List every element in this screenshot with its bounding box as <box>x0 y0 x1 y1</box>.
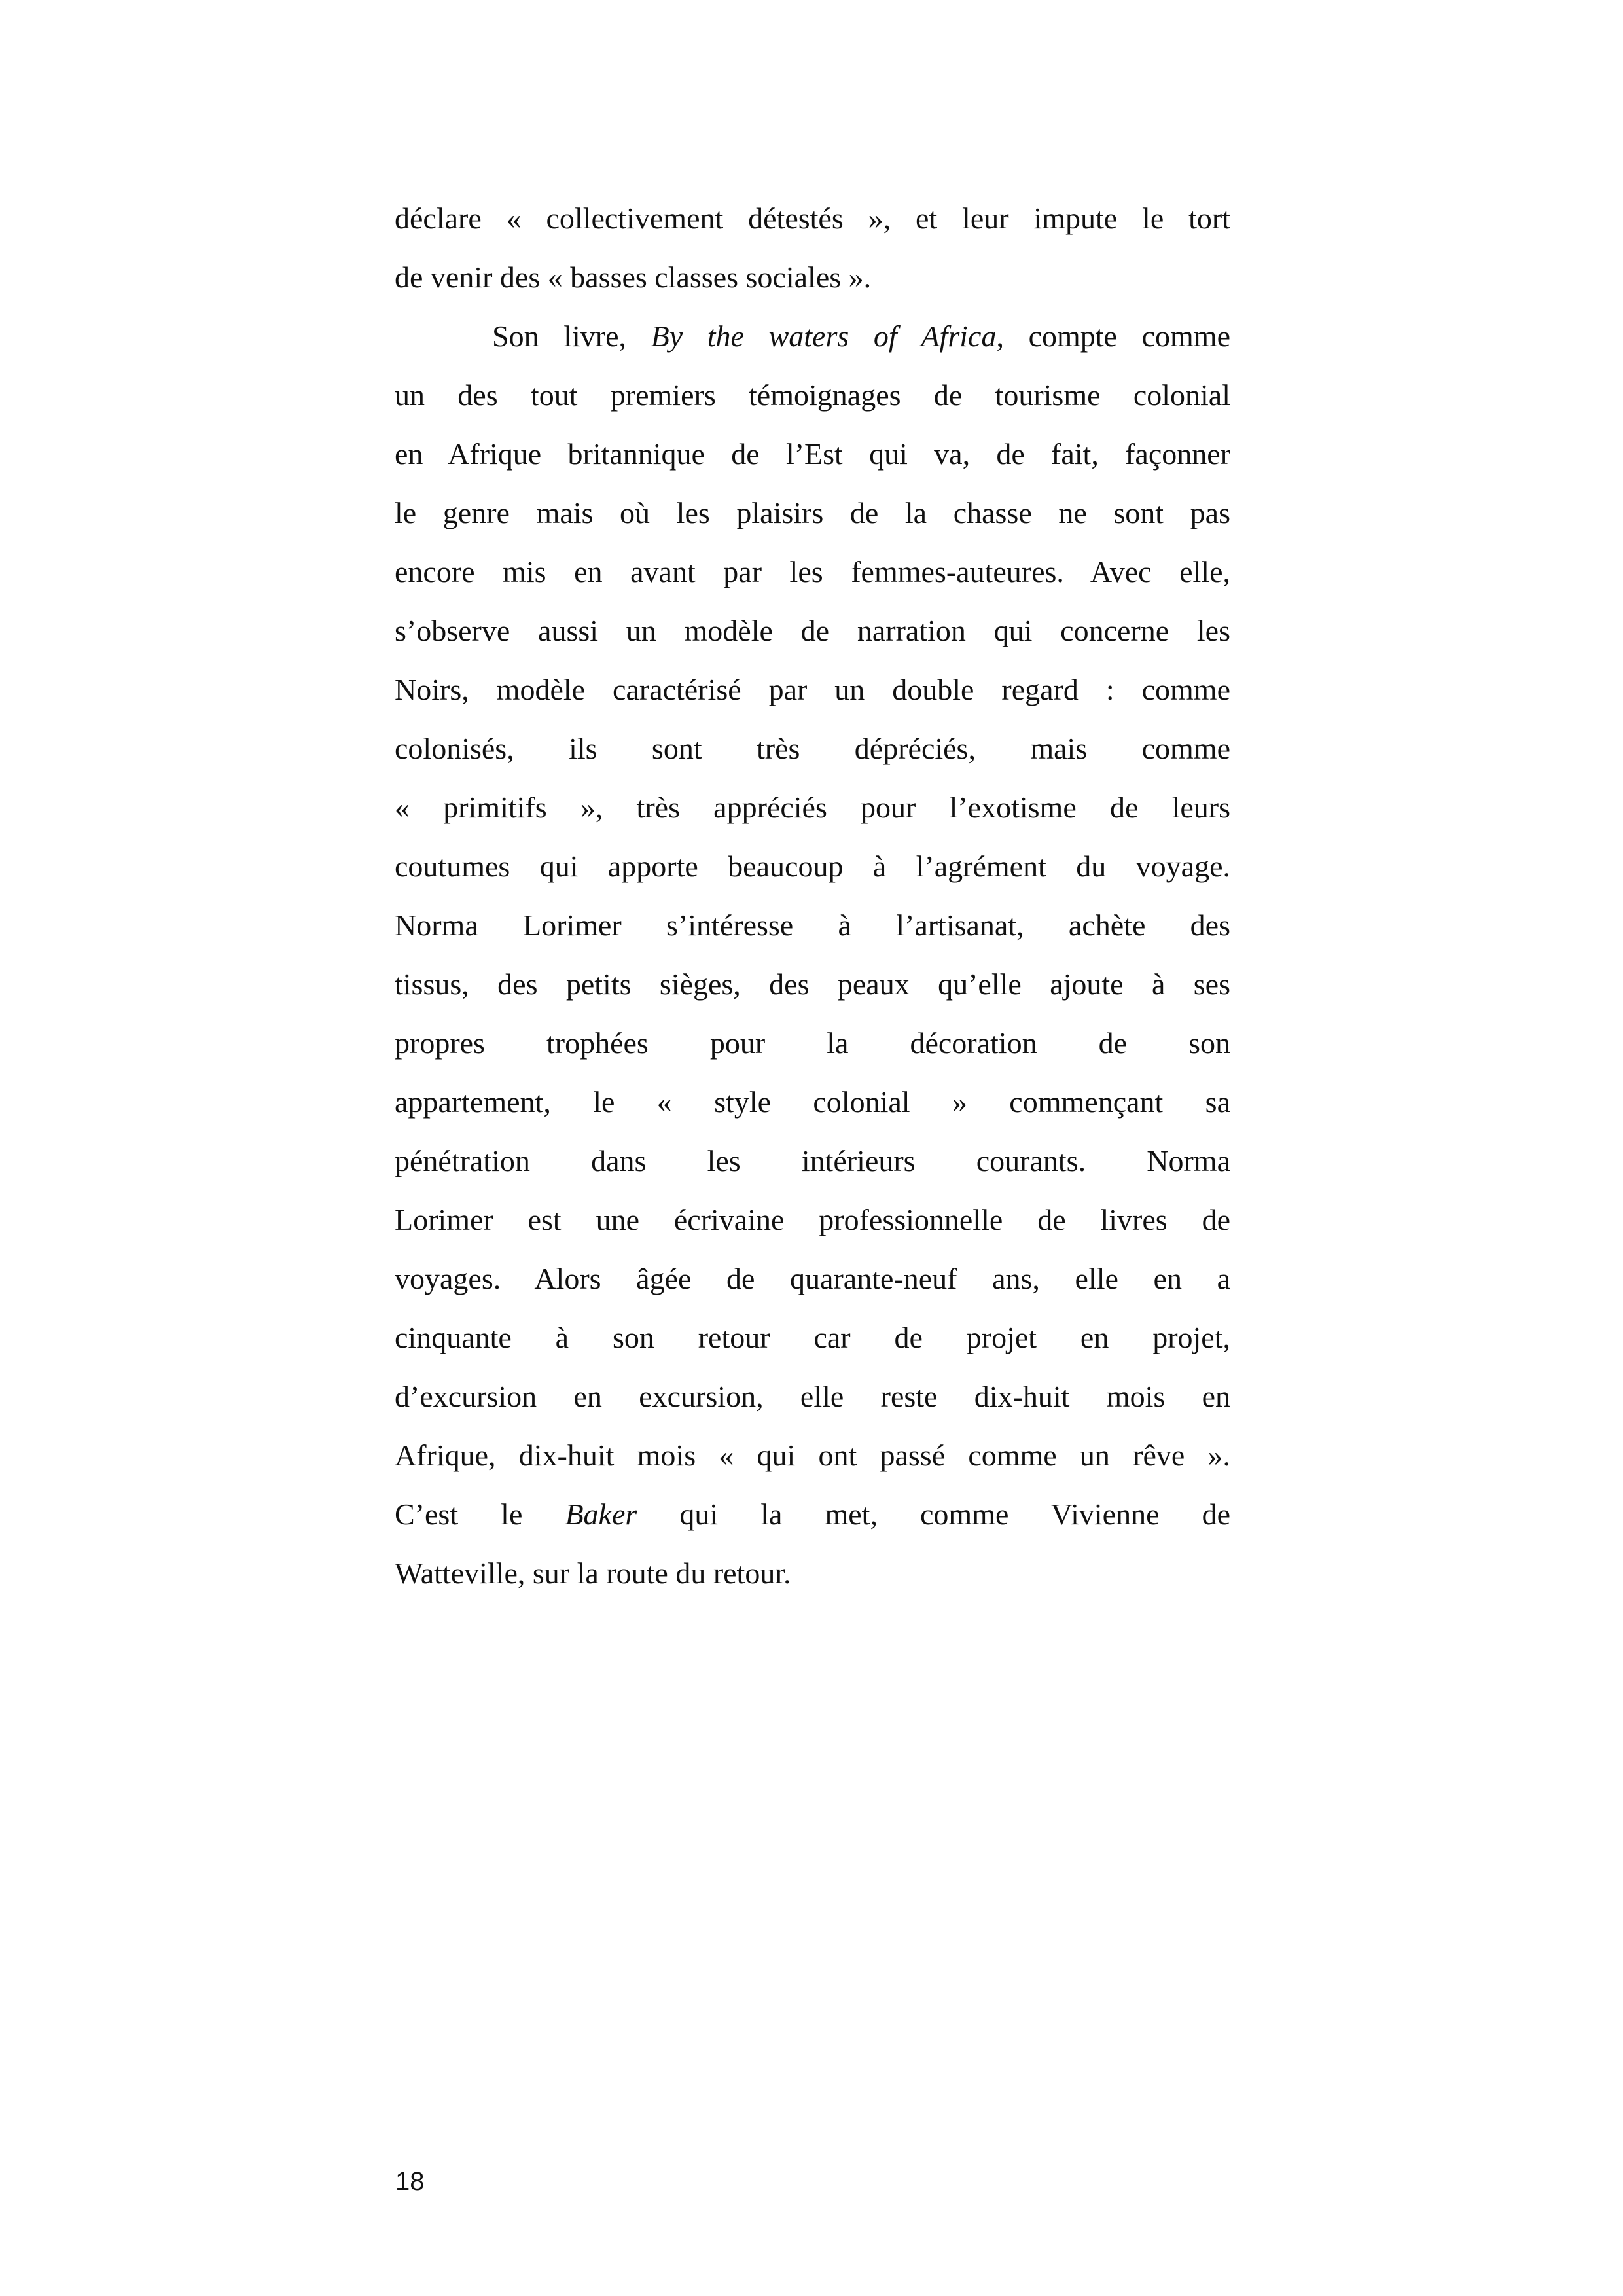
text-line: voyages. Alors âgée de quarante-neuf ans, elle en a <box>395 1262 1230 1295</box>
text-line: colonisés, ils sont très dépréciés, mais comme <box>395 732 1230 765</box>
text-line: en Afrique britannique de l’Est qui va, de fait, façonner <box>395 437 1230 471</box>
text-run: , compte comme <box>996 319 1230 353</box>
page-number: 18 <box>395 2167 425 2196</box>
text-line: le genre mais où les plaisirs de la chasse ne sont pas <box>395 496 1230 529</box>
paragraph <box>395 307 1230 1603</box>
text-line: « primitifs », très appréciés pour l’exotisme de leurs <box>395 791 1230 824</box>
text-line: tissus, des petits sièges, des peaux qu’elle ajoute à ses <box>395 967 1230 1001</box>
text-line: appartement, le « style colonial » commençant sa <box>395 1085 1230 1119</box>
body-text <box>395 189 1230 1603</box>
text-line: coutumes qui apporte beaucoup à l’agrément du voyage. <box>395 850 1230 883</box>
book-title: By the waters of Africa <box>651 319 997 353</box>
text-line: cinquante à son retour car de projet en projet, <box>395 1321 1230 1354</box>
text-run: Son livre, <box>492 319 651 353</box>
text-line: de venir des « basses classes sociales ». <box>395 260 872 294</box>
text-line: Afrique, dix-huit mois « qui ont passé comme un rêve ». <box>395 1439 1230 1472</box>
paragraph <box>395 189 1230 307</box>
text-run: qui la met, comme Vivienne de <box>637 1498 1230 1531</box>
text-line: Norma Lorimer s’intéresse à l’artisanat, achète des <box>395 908 1230 942</box>
text-line: Noirs, modèle caractérisé par un double regard : comme <box>395 673 1230 706</box>
text-line: pénétration dans les intérieurs courants. Norma <box>395 1144 1230 1177</box>
text-line <box>395 307 1230 366</box>
text-line: encore mis en avant par les femmes-auteures. Avec elle, <box>395 555 1230 588</box>
text-line: propres trophées pour la décoration de son <box>395 1026 1230 1060</box>
text-line <box>395 1485 1230 1544</box>
text-line: Lorimer est une écrivaine professionnelle de livres de <box>395 1203 1230 1236</box>
text-line: s’observe aussi un modèle de narration qui concerne les <box>395 614 1230 647</box>
text-line: déclare « collectivement détestés », et leur impute le tort <box>395 202 1230 235</box>
ship-name: Baker <box>565 1498 637 1531</box>
text-line: d’excursion en excursion, elle reste dix-huit mois en <box>395 1380 1230 1413</box>
text-run: C’est le <box>395 1498 565 1531</box>
text-line: Watteville, sur la route du retour. <box>395 1556 791 1590</box>
text-line: un des tout premiers témoignages de tourisme colonial <box>395 378 1230 412</box>
